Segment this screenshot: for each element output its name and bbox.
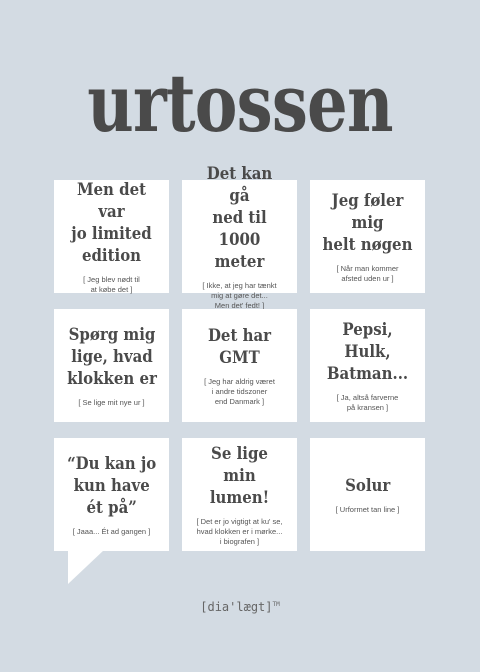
trademark-mark: TM [272, 601, 280, 608]
card-subtitle: [ Ja, altså farverne på kransen ] [336, 392, 399, 412]
card-title: Det kan gå ned til 1000 meter [206, 163, 273, 272]
card-subtitle: [ Det er jo vigtigt at ku' se, hvad klokken er i mørke... i biografen ] [196, 516, 283, 546]
card-subtitle: [ Jeg har aldrig været i andre tidszoner end Danmark ] [204, 376, 275, 406]
card [54, 309, 169, 422]
card-title: Se lige min lumen! [209, 443, 270, 508]
poster-title: urtossen [87, 56, 393, 150]
card [182, 163, 297, 310]
card-subtitle: [ Urformet tan line ] [335, 504, 400, 514]
card-title: “Du kan jo kun have ét på” [66, 453, 157, 518]
card-subtitle: [ Se lige mit nye ur ] [78, 397, 145, 407]
speech-bubble-tail [68, 550, 104, 584]
card-title: Spørg mig lige, hvad klokken er [66, 324, 157, 389]
card [310, 309, 425, 422]
card-title: Jeg føler mig helt nøgen [322, 190, 413, 255]
card-title: Det har GMT [207, 325, 272, 368]
brand-logo-text: [dia'lægt] [200, 600, 273, 614]
card [310, 438, 425, 551]
card-subtitle: [ Jeg blev nødt til at købe det ] [83, 274, 140, 294]
card-grid [54, 163, 426, 551]
card [182, 309, 297, 422]
card-title: Solur [344, 475, 391, 496]
card-title: Men det var jo limited edition [71, 179, 152, 266]
card [54, 438, 169, 551]
card [310, 180, 425, 293]
card-title: Pepsi, Hulk, Batman... [326, 319, 409, 384]
card-subtitle: [ Ikke, at jeg har tænkt mig at gøre det... Men det' fedt! ] [202, 280, 277, 310]
card-subtitle: [ Jaaa... Ét ad gangen ] [72, 526, 151, 536]
card [54, 180, 169, 293]
card [182, 438, 297, 551]
card-subtitle: [ Når man kommer afsted uden ur ] [336, 263, 399, 283]
brand-logo [0, 600, 480, 614]
